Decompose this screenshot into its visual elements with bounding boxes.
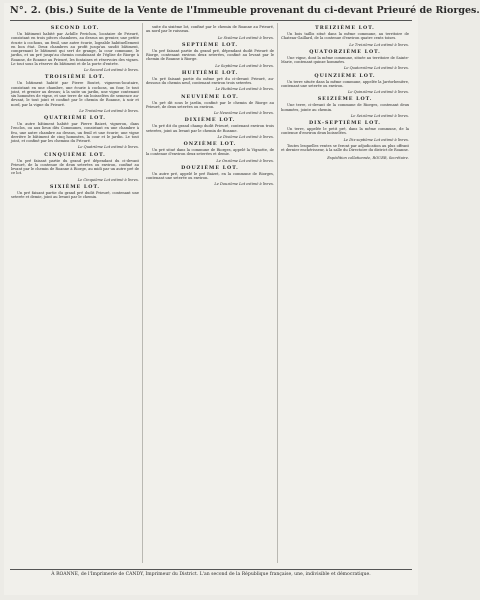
lot-title: TREIZIÈME LOT.	[315, 25, 375, 31]
lot-price: Le Quatrième Lot estimé à livres.	[78, 145, 139, 150]
lot-price: Le Quatorzième Lot estimé à livres.	[343, 66, 409, 71]
lot-price: Le Second Lot estimé à livres.	[83, 68, 139, 72]
text-column-3	[281, 23, 409, 563]
lot-thirteenth	[281, 25, 409, 47]
lot-price: Le Sixième Lot estimé à livres.	[217, 35, 274, 40]
lot-price: Le Neuvième Lot estimé à livres.	[213, 111, 274, 115]
lot-price: Le Huitième Lot estimé à livres.	[215, 87, 274, 92]
lot-price: Le Treizième Lot estimé à livres.	[349, 42, 409, 47]
lot-title: SEIZIÈME LOT.	[317, 96, 373, 103]
lot-sixth-continued	[146, 25, 274, 40]
lot-sixth	[11, 184, 139, 200]
lot-title: DOUZIÈME LOT.	[181, 164, 239, 171]
lot-title: SIXIÈME LOT.	[49, 183, 101, 190]
header-rule	[10, 20, 412, 21]
lot-price: Le Cinquième Lot estimé à livres.	[77, 177, 139, 182]
document-header	[10, 5, 480, 19]
lot-price: Le Dix-septième Lot estimé à livres.	[343, 137, 409, 142]
lot-text: Un pré faisant partie du grand pré, dépendant dudit Prieuré de Riorge, contenant environ deux seterées, confiné au levant par le chemin de Roanne à Riorge.	[146, 48, 274, 62]
lot-fourth	[11, 115, 139, 150]
lot-text: Un terre, appelée le petit pré, dans la même commune, de la contenue d'environ deux boisselées.	[281, 127, 409, 136]
lot-second	[11, 25, 139, 72]
lot-title: DIXIÈME LOT.	[184, 117, 236, 124]
document-title: Suite de la Vente de l'Immeuble provenant du ci-devant Prieuré de Riorges.	[77, 5, 480, 16]
document-page	[4, 3, 480, 595]
lot-price: Le Seizième Lot estimé à livres.	[350, 113, 409, 118]
text-column-1	[11, 23, 139, 563]
lot-title: QUATORZIÈME LOT.	[309, 48, 381, 55]
lot-tenth	[146, 117, 274, 139]
lot-sixteenth	[281, 96, 409, 118]
lot-text: Un pré faisant partie du grand pré dudit Prieuré, contenant une seterée et demie, joint au levant par le chemin.	[11, 190, 139, 199]
lot-price: Le Septième Lot estimé à livres.	[215, 63, 274, 68]
lot-price: Le Douzième Lot estimé à livres.	[214, 182, 274, 187]
lot-title: DIX-SEPTIÈME LOT.	[309, 120, 381, 126]
lot-fifth	[11, 152, 139, 182]
lot-text: Toutes lesquelles ventes se feront par adjudication au plus offrant et dernier enchérisseur, à la salle du Directoire du district de Roanne.	[281, 143, 409, 152]
lot-text: Un bâtiment habité par Pierre Boutet, vigneron-locataire, consistant en une chambre, une écurie à cochons, un four, le tout joint, et grenier au dessus; à la suite un jardin, une vigne contenant six hommées de vigne, et une terre de six boisselées de semence au-devant, le tout joint et confiné par le chemin de Roanne, à soir et nord, par la vigne du Prieuré.	[11, 81, 139, 107]
document-number: N°. 2. (bis.)	[10, 5, 74, 16]
lot-text: Un terre située dans la même commune, appelée la Jaréorbenière, contenant une seterée ou environ.	[281, 79, 409, 88]
lot-eighth	[146, 70, 274, 92]
printer-imprint: À ROANNE, de l'Imprimerie de CANDY, Imprimeur du District. L'an second de la République française, une, indivisible et démocratique.	[51, 572, 371, 577]
lot-title: SEPTIÈME LOT.	[181, 41, 238, 48]
lot-title: CINQUIÈME LOT.	[44, 151, 106, 158]
lot-price: Le Quinzième Lot estimé à livres.	[347, 90, 409, 94]
closing-conditions	[281, 144, 409, 153]
lot-seventh	[146, 42, 274, 68]
column-divider	[142, 23, 143, 563]
lot-title: QUINZIÈME LOT.	[314, 72, 376, 79]
lot-text: Une terre, ci-devant de la commune de Riorges, contenant deux hommées, jointe au chemin.	[281, 103, 409, 112]
lot-title: TROISIÈME LOT.	[44, 74, 106, 81]
lot-title: QUATRIÈME LOT.	[44, 115, 106, 121]
lot-text: Un bâtiment habité par Achille Perichon, locataire de Prieuré, consistant en trois pièces chambres, au dessus un grenier, une petite écurie à cochons, un fenil, une autre écurie, logeable habituellement en bon état. Deux chambres au profit jusqu'au susdit bâtiment, comprenant le bâtiment qui sert de grange, la cour commune, le jardin, et un pré jusqu'au chemin conduisant de l'église de Riorge à Roanne, de Roanne au Prieuré, les fontaines et réservoirs des vignes. Le tout sous la réserve du bâtiment et de la porte d'entrée.	[11, 32, 139, 66]
lot-ninth	[146, 94, 274, 116]
lot-text: Un pré dit sous le jardin, confiné par le chemin de Riorge au Prieuré, de deux seterées ou environ.	[146, 100, 274, 109]
lot-fourteenth	[281, 49, 409, 71]
lot-text: suite du sixième lot, confiné par le chemin de Roanne au Prieuré, au nord par le ruisseau.	[146, 25, 274, 34]
lot-title: ONZIÈME LOT.	[183, 141, 237, 147]
lot-fifteenth	[281, 73, 409, 95]
lot-text: Un pré dit du grand champ dudit Prieuré, contenant environ trois seterées, joint au levant par le chemin de Roanne.	[146, 124, 274, 133]
footer-rule	[10, 569, 412, 570]
lot-third	[11, 74, 139, 113]
lot-title: NEUVIÈME LOT.	[181, 93, 239, 100]
lot-seventeenth	[281, 120, 409, 142]
lot-text: Un pré faisant partie du grand pré dépendant du ci-devant Prieuré, de la contenue de deux seterées ou environ, confiné au levant par le chemin de Roanne à Riorge, au midi par un autre pré de ce lot.	[11, 158, 139, 176]
lot-text: Une vigne, dont la même commune, située au territoire de Sainte-Marie, contenant quinze hommées.	[281, 55, 409, 64]
lot-title: HUITIÈME LOT.	[181, 69, 239, 76]
lot-title: SECOND LOT.	[50, 25, 100, 31]
lot-text: Un autre pré, appelé le pré Baizet, en la commune de Riorges, contenant une seterée ou environ.	[146, 171, 274, 180]
lot-price: Le Troisième Lot estimé à livres.	[79, 108, 139, 113]
lot-twelfth	[146, 165, 274, 187]
lot-text: Un bois taillis situé dans la même commune, au territoire de Chateau-Gaillard, de la contenue d'environ quatre cents toises.	[281, 32, 409, 41]
text-column-2	[146, 23, 274, 563]
lot-price: Le Onzième Lot estimé à livres.	[216, 158, 274, 163]
lot-text: Un pré faisant partie du même pré du ci-devant Prieuré, au-dessous du chemin neuf, contenant environ trois seterées.	[146, 76, 274, 85]
lot-price: Le Dixième Lot estimé à livres.	[217, 134, 274, 139]
lot-text: Un pré situé dans la commune de Riorges, appelé la Vignotte, de la contenue d'environ deux seterées et demie.	[146, 148, 274, 157]
signature: Expédition collationnée, ROUER, Secrétaire.	[327, 156, 409, 161]
lot-text: Un autre bâtiment habité par Pierre Baizet, vigneron, dans l'enclos, ou aux lieux dits Communes, consistant en une chambre à feu, une autre chambre au dessus, un fenil et une écurie; une vigne derrière le bâtiment de cinq hommées, la cour et le jardin. Le tout joint, et confiné par les chemins du Prieuré.	[11, 122, 139, 143]
lot-eleventh	[146, 141, 274, 163]
column-divider	[277, 23, 278, 563]
